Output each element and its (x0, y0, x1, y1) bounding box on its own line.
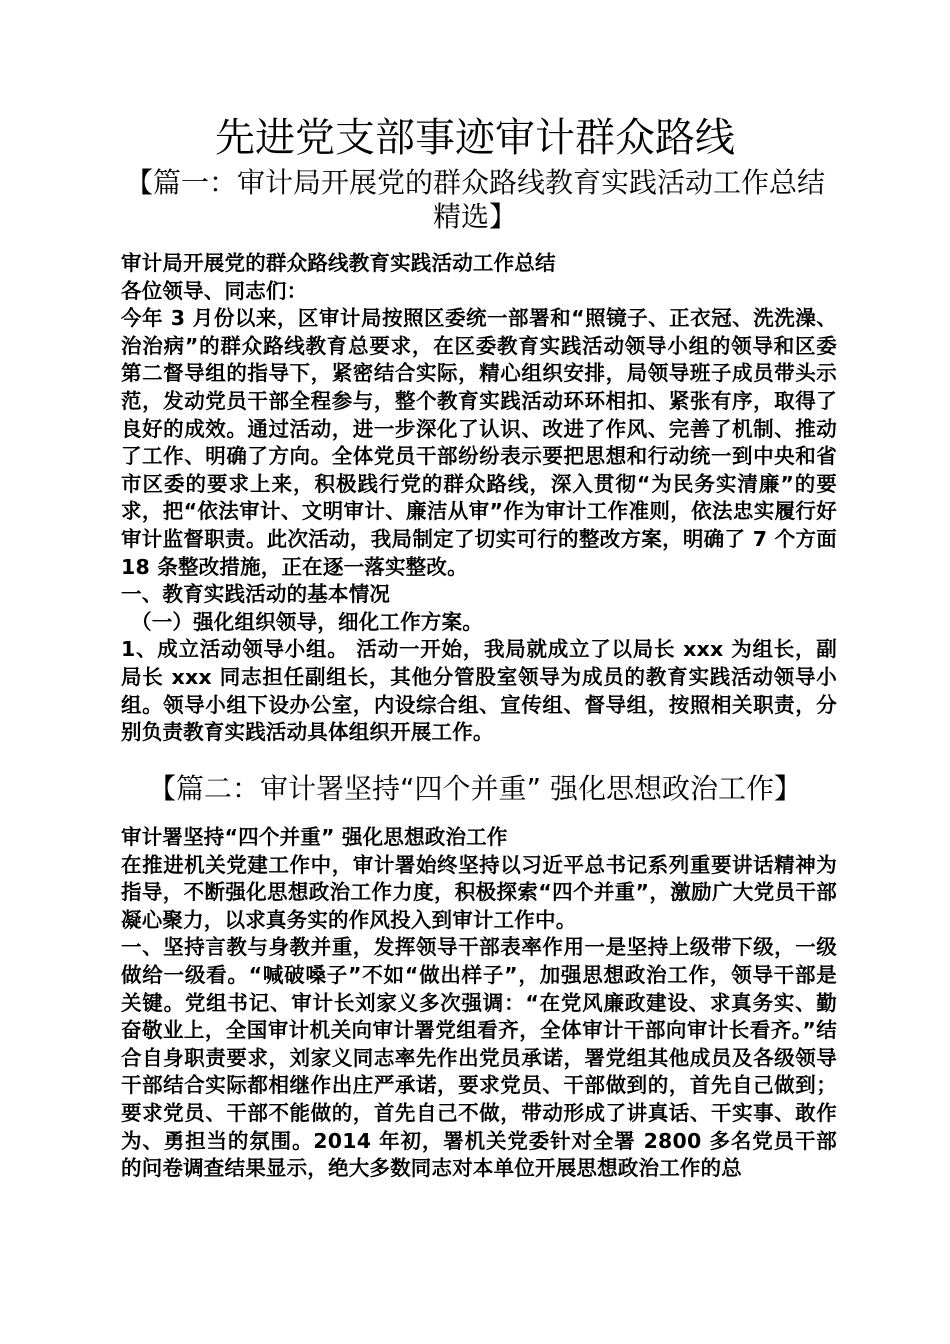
salutation: 各位领导、同志们： (121, 278, 308, 303)
section-subtitle-1: 审计局开展党的群众路线教育实践活动工作总结 (121, 251, 556, 275)
section-subtitle-2: 审计署坚持“四个并重” 强化思想政治工作 (121, 825, 508, 849)
section-heading-2: 【篇二：审计署坚持“四个并重” 强化思想政治工作】 (148, 772, 802, 805)
heading-organization: （一）强化组织领导，细化工作方案。 (131, 609, 483, 634)
heading-basic-situation: 一、教育实践活动的基本情况 (121, 582, 391, 607)
section-body-2 (117, 824, 837, 1183)
intro-paragraph-1: 今年 3 月份以来，区审计局按照区委统一部署和“照镜子、正衣冠、洗洗澡、治治病”的群众路线教育总要求，在区委教育实践活动领导小组的领导和区委第二督导组的指导下，紧密结合实际，精心组织安排，局领导班子成员带头示范，发动党员干部全程参与，整个教育实践活动环环相扣、紧张有序，取得了良好的成效。通过活动，进一步深化了认识、改进了作风、完善了机制、推动了工作、明确了方向。全体党员干部纷纷表示要把思想和行动统一到中央和省市区委的要求上来，积极践行党的群众路线，深入贯彻“为民务实清廉”的要求，把“依法审计、文明审计、廉洁从审”作为审计工作准则，依法忠实履行好审计监督职责。此次活动，我局制定了切实可行的整改方案，明确了 7 个方面 18 条整改措施，正在逐一落实整改。 (121, 306, 837, 579)
section-heading-1: 【篇一：审计局开展党的群众路线教育实践活动工作总结精选】 (124, 166, 825, 233)
paragraph-leading-by-example: 一、坚持言教与身教并重，发挥领导干部表率作用一是坚持上级带下级，一级做给一级看。“喊破嗓子”不如“做出样子”，加强思想政治工作，领导干部是关键。党组书记、审计长刘家义多次强调：“在党风廉政建设、求真务实、勤奋敬业上，全国审计机关向审计署党组看齐，全体审计干部向审计长看齐。”结合自身职责要求，刘家义同志率先作出党员承诺，署党组其他成员及各级领导干部结合实际都相继作出庄严承诺，要求党员、干部做到的，首先自己做到；要求党员、干部不能做的，首先自己不做，带动形成了讲真话、干实事、敢作为、勇担当的氛围。2014 年初，署机关党委针对全署 2800 多名党员干部的问卷调查结果显示，绝大多数同志对本单位开展思想政治工作的总 (121, 935, 837, 1181)
document-title: 先进党支部事迹审计群众路线 (215, 115, 735, 161)
intro-paragraph-2: 在推进机关党建工作中，审计署始终坚持以习近平总书记系列重要讲话精神为指导，不断强化思想政治工作力度，积极探索“四个并重”，激励广大党员干部凝心聚力，以求真务实的作风投入到审计工作中。 (121, 852, 837, 932)
section-body-1 (117, 250, 837, 747)
paragraph-leadership-group: 1、成立活动领导小组。 活动一开始，我局就成立了以局长 xxx 为组长，副局长 xxx 同志担任副组长，其他分管股室领导为成员的教育实践活动领导小组。领导小组下设办公室，内设综合组、宣传组、督导组，按照相关职责，分别负责教育实践活动具体组织开展工作。 (121, 637, 837, 745)
